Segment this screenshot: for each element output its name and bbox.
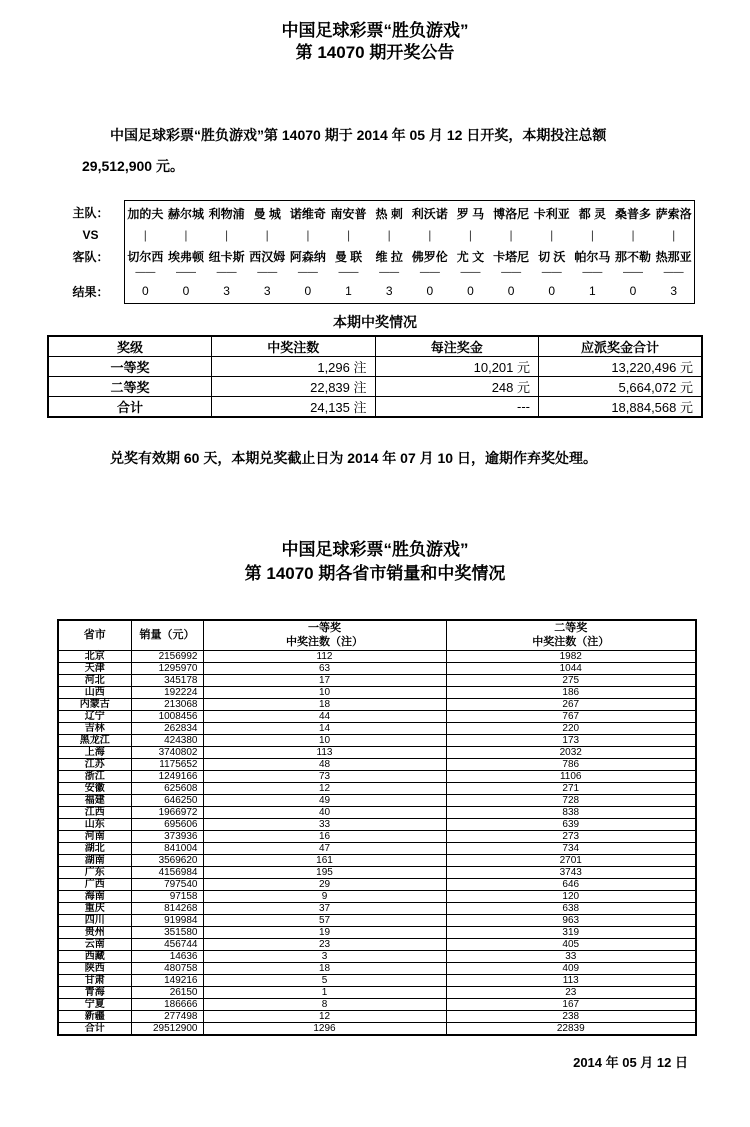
province-name: 重庆 [58, 902, 131, 914]
province-second-prize-count: 120 [446, 890, 696, 902]
province-first-prize-count: 40 [203, 806, 446, 818]
province-name: 吉林 [58, 722, 131, 734]
vs-separator: | [225, 228, 229, 242]
province-second-prize-count: 271 [446, 782, 696, 794]
province-first-prize-count: 113 [203, 746, 446, 758]
province-sales: 1249166 [131, 770, 203, 782]
province-header-second-prize [446, 620, 696, 650]
province-name: 新疆 [58, 1010, 131, 1022]
away-team: 帕尔马 [574, 249, 611, 264]
province-name: 陕西 [58, 962, 131, 974]
province-second-prize-count: 267 [446, 698, 696, 710]
province-second-prize-count: 405 [446, 938, 696, 950]
province-sales: 26150 [131, 986, 203, 998]
province-first-prize-count: 16 [203, 830, 446, 842]
vs-separator: | [184, 228, 188, 242]
province-sales: 345178 [131, 674, 203, 686]
away-row-label: 客队： [72, 249, 109, 264]
away-team: 西汉姆 [249, 249, 286, 264]
province-row [58, 746, 696, 758]
vs-separator: | [550, 228, 554, 242]
dash-separator: —— [297, 267, 318, 278]
province-sales: 1966972 [131, 806, 203, 818]
prize-header-total: 应派奖金合计 [539, 336, 703, 357]
province-second-prize-count: 2701 [446, 854, 696, 866]
province-second-prize-count: 167 [446, 998, 696, 1010]
province-row [58, 890, 696, 902]
prize-count: 24,135 注 [212, 397, 376, 418]
away-team: 维 拉 [375, 249, 403, 264]
province-sales: 213068 [131, 698, 203, 710]
province-first-prize-count: 12 [203, 1010, 446, 1022]
province-sales: 3740802 [131, 746, 203, 758]
home-team: 博洛尼 [493, 206, 530, 221]
province-row [58, 650, 696, 662]
prize-per-bet: --- [375, 397, 539, 418]
prize-table-body [48, 357, 702, 418]
match-result: 3 [223, 284, 230, 298]
province-row [58, 662, 696, 674]
away-team: 热那亚 [655, 249, 692, 264]
province-name: 江苏 [58, 758, 131, 770]
match-results-table [57, 200, 695, 304]
away-team: 佛罗伦 [411, 249, 448, 264]
province-name: 黑龙江 [58, 734, 131, 746]
dash-separators-row [125, 267, 694, 279]
province-name: 福建 [58, 794, 131, 806]
announcement-title-line1: 中国足球彩票“胜负游戏” [281, 21, 469, 40]
province-sales: 625608 [131, 782, 203, 794]
dash-separator: —— [338, 267, 359, 278]
province-second-prize-count: 23 [446, 986, 696, 998]
province-header-first-prize [203, 620, 446, 650]
dash-separator: —— [379, 267, 400, 278]
province-first-prize-count: 18 [203, 962, 446, 974]
province-name: 江西 [58, 806, 131, 818]
province-second-prize-count: 646 [446, 878, 696, 890]
province-sales: 2156992 [131, 650, 203, 662]
province-first-prize-count: 47 [203, 842, 446, 854]
province-row [58, 842, 696, 854]
province-second-prize-count: 186 [446, 686, 696, 698]
province-sales: 149216 [131, 974, 203, 986]
province-second-prize-count: 319 [446, 926, 696, 938]
province-sales: 841004 [131, 842, 203, 854]
prize-total: 5,664,072 元 [539, 377, 703, 397]
province-row [58, 1022, 696, 1035]
province-second-prize-count: 173 [446, 734, 696, 746]
dash-separator: —— [419, 267, 440, 278]
province-header-row [58, 620, 696, 650]
dash-separator: —— [216, 267, 237, 278]
match-table-data [125, 200, 695, 304]
home-team: 都 灵 [578, 206, 607, 221]
province-first-prize-count: 195 [203, 866, 446, 878]
prize-per-bet: 10,201 元 [375, 357, 539, 377]
vs-separator: | [631, 228, 635, 242]
home-team: 赫尔城 [167, 206, 204, 221]
home-team: 罗 马 [456, 206, 485, 221]
prize-section-title: 本期中奖情况 [333, 314, 417, 330]
dash-row-label [57, 267, 124, 279]
prize-count: 1,296 注 [212, 357, 376, 377]
home-team: 热 刺 [375, 206, 403, 221]
home-team: 诺维奇 [289, 206, 326, 221]
province-sales: 919984 [131, 914, 203, 926]
province-second-prize-count: 273 [446, 830, 696, 842]
province-second-prize-count: 238 [446, 1010, 696, 1022]
province-sales: 262834 [131, 722, 203, 734]
province-second-prize-count: 3743 [446, 866, 696, 878]
prize-header-row [48, 336, 702, 357]
intro-line1: 中国足球彩票“胜负游戏”第 14070 期于 2014 年 05 月 12 日开奖，本期投注总额 [110, 127, 607, 143]
dash-separator: —— [501, 267, 522, 278]
province-name: 上海 [58, 746, 131, 758]
prize-header-count: 中奖注数 [212, 336, 376, 357]
province-name: 山东 [58, 818, 131, 830]
province-name: 西藏 [58, 950, 131, 962]
province-row [58, 830, 696, 842]
home-team: 桑普多 [615, 206, 652, 221]
province-section-title-line2: 第 14070 期各省市销量和中奖情况 [244, 564, 506, 583]
home-team: 利沃诺 [411, 206, 448, 221]
province-first-prize-count: 49 [203, 794, 446, 806]
vs-separator: | [509, 228, 513, 242]
away-team: 阿森纳 [289, 249, 326, 264]
province-name: 广东 [58, 866, 131, 878]
away-team: 曼 联 [334, 249, 363, 264]
vs-row-label: VS [82, 228, 99, 242]
province-sales: 1008456 [131, 710, 203, 722]
province-row [58, 962, 696, 974]
province-first-prize-count: 48 [203, 758, 446, 770]
province-row [58, 806, 696, 818]
province-first-prize-count: 1296 [203, 1022, 446, 1035]
prize-header-per: 每注奖金 [375, 336, 539, 357]
footer-date: 2014 年 05 月 12 日 [573, 1054, 688, 1070]
vs-separator: | [672, 228, 676, 242]
province-second-prize-count: 838 [446, 806, 696, 818]
province-name: 河北 [58, 674, 131, 686]
province-sales: 277498 [131, 1010, 203, 1022]
province-header-second-line1: 二等奖 [554, 622, 588, 635]
dash-separator: —— [663, 267, 684, 278]
prize-per-bet: 248 元 [375, 377, 539, 397]
province-first-prize-count: 57 [203, 914, 446, 926]
province-header-second-line2: 中奖注数（注） [532, 636, 610, 649]
province-first-prize-count: 63 [203, 662, 446, 674]
province-name: 湖南 [58, 854, 131, 866]
intro-paragraph [82, 120, 688, 182]
away-team: 卡塔尼 [493, 249, 530, 264]
province-sales: 4156984 [131, 866, 203, 878]
province-first-prize-count: 10 [203, 734, 446, 746]
province-row [58, 950, 696, 962]
match-result: 0 [548, 284, 556, 298]
province-header-sales: 销量（元） [131, 620, 203, 650]
prize-total: 18,884,568 元 [539, 397, 703, 418]
province-row [58, 866, 696, 878]
province-row [58, 770, 696, 782]
province-first-prize-count: 18 [203, 698, 446, 710]
intro-line2: 29,512,900 元。 [82, 158, 184, 174]
prize-level: 一等奖 [48, 357, 212, 377]
home-team: 加的夫 [127, 206, 164, 221]
prize-level: 二等奖 [48, 377, 212, 397]
province-second-prize-count: 409 [446, 962, 696, 974]
province-second-prize-count: 2032 [446, 746, 696, 758]
province-sales: 1175652 [131, 758, 203, 770]
province-second-prize-count: 220 [446, 722, 696, 734]
home-team: 利物浦 [208, 206, 245, 221]
province-name: 宁夏 [58, 998, 131, 1010]
vs-separator: | [346, 228, 351, 242]
province-sales: 14636 [131, 950, 203, 962]
province-table [57, 619, 697, 1036]
dash-separator: —— [257, 267, 278, 278]
match-result: 0 [141, 284, 149, 298]
match-result: 3 [385, 284, 393, 298]
province-name: 四川 [58, 914, 131, 926]
announcement-title-line2: 第 14070 期开奖公告 [295, 43, 455, 62]
province-second-prize-count: 275 [446, 674, 696, 686]
match-table-row-labels [57, 200, 125, 304]
province-sales: 373936 [131, 830, 203, 842]
match-result: 0 [507, 284, 515, 298]
province-first-prize-count: 29 [203, 878, 446, 890]
match-result: 1 [345, 284, 352, 298]
province-section-title [0, 538, 750, 586]
vs-separators-row [125, 225, 694, 245]
vs-separator: | [590, 228, 594, 242]
match-result: 3 [670, 284, 677, 298]
province-second-prize-count: 734 [446, 842, 696, 854]
away-team: 纽卡斯 [208, 249, 245, 264]
province-row [58, 854, 696, 866]
away-teams-row [125, 245, 694, 267]
province-name: 辽宁 [58, 710, 131, 722]
province-second-prize-count: 22839 [446, 1022, 696, 1035]
dash-separator: —— [623, 267, 644, 278]
home-team: 曼 城 [253, 206, 281, 221]
prize-level: 合计 [48, 397, 212, 418]
province-first-prize-count: 12 [203, 782, 446, 794]
province-sales: 424380 [131, 734, 203, 746]
province-first-prize-count: 161 [203, 854, 446, 866]
prize-total: 13,220,496 元 [539, 357, 703, 377]
province-header-first-line1: 一等奖 [308, 622, 341, 635]
province-second-prize-count: 963 [446, 914, 696, 926]
province-name: 浙江 [58, 770, 131, 782]
province-row [58, 878, 696, 890]
dash-separator: —— [541, 267, 562, 278]
province-row [58, 710, 696, 722]
vs-separator: | [306, 228, 310, 242]
prize-table [47, 335, 703, 418]
province-name: 北京 [58, 650, 131, 662]
match-result: 3 [263, 284, 271, 298]
province-header-first-line2: 中奖注数（注） [286, 636, 363, 649]
province-sales: 695606 [131, 818, 203, 830]
home-team: 卡利亚 [533, 206, 570, 221]
province-row [58, 914, 696, 926]
province-first-prize-count: 9 [203, 890, 446, 902]
province-second-prize-count: 639 [446, 818, 696, 830]
province-name: 内蒙古 [58, 698, 131, 710]
province-header-name: 省市 [58, 620, 131, 650]
away-team: 埃弗顿 [167, 249, 204, 264]
province-sales: 29512900 [131, 1022, 203, 1035]
province-name: 合计 [58, 1022, 131, 1035]
announcement-title [0, 0, 750, 64]
province-first-prize-count: 17 [203, 674, 446, 686]
province-name: 山西 [58, 686, 131, 698]
away-team: 那不勒 [615, 249, 652, 264]
away-team: 切尔西 [127, 249, 164, 264]
validity-paragraph: 兑奖有效期 60 天，本期兑奖截止日为 2014 年 07 月 10 日，逾期作弃奖处理。 [110, 450, 597, 466]
match-result: 0 [467, 284, 474, 298]
province-second-prize-count: 767 [446, 710, 696, 722]
away-team: 尤 文 [456, 249, 485, 264]
dash-separator: —— [135, 267, 156, 278]
province-name: 河南 [58, 830, 131, 842]
province-row [58, 734, 696, 746]
province-name: 海南 [58, 890, 131, 902]
home-team: 萨索洛 [655, 206, 692, 221]
province-row [58, 758, 696, 770]
province-second-prize-count: 728 [446, 794, 696, 806]
province-sales: 351580 [131, 926, 203, 938]
province-row [58, 818, 696, 830]
province-row [58, 698, 696, 710]
prize-row [48, 377, 702, 397]
province-name: 广西 [58, 878, 131, 890]
province-row [58, 902, 696, 914]
vs-separator: | [428, 228, 432, 242]
province-sales: 814268 [131, 902, 203, 914]
province-name: 甘肃 [58, 974, 131, 986]
match-result: 0 [304, 284, 312, 298]
match-results-row [125, 279, 694, 303]
prize-row [48, 397, 702, 418]
home-row-label: 主队： [72, 206, 109, 220]
province-first-prize-count: 1 [203, 986, 446, 998]
vs-separator: | [387, 228, 391, 242]
province-row [58, 938, 696, 950]
province-row [58, 926, 696, 938]
province-row [58, 794, 696, 806]
province-sales: 797540 [131, 878, 203, 890]
match-result: 0 [629, 284, 637, 298]
home-team: 南安普 [330, 206, 367, 221]
province-first-prize-count: 73 [203, 770, 446, 782]
province-row [58, 986, 696, 998]
home-teams-row [125, 201, 694, 225]
province-sales: 646250 [131, 794, 203, 806]
dash-separator: —— [175, 267, 196, 278]
match-result: 1 [589, 284, 596, 298]
province-second-prize-count: 786 [446, 758, 696, 770]
province-row [58, 686, 696, 698]
province-name: 安徽 [58, 782, 131, 794]
match-result: 0 [426, 284, 434, 298]
province-name: 青海 [58, 986, 131, 998]
province-name: 贵州 [58, 926, 131, 938]
province-sales: 97158 [131, 890, 203, 902]
province-sales: 1295970 [131, 662, 203, 674]
province-second-prize-count: 33 [446, 950, 696, 962]
province-sales: 3569620 [131, 854, 203, 866]
province-second-prize-count: 638 [446, 902, 696, 914]
province-row [58, 782, 696, 794]
province-section-title-line1: 中国足球彩票“胜负游戏” [281, 540, 469, 559]
province-name: 湖北 [58, 842, 131, 854]
province-second-prize-count: 1106 [446, 770, 696, 782]
province-row [58, 1010, 696, 1022]
dash-separator: —— [460, 267, 481, 278]
prize-row [48, 357, 702, 377]
result-row-label: 结果： [72, 285, 109, 299]
province-sales: 456744 [131, 938, 203, 950]
province-row [58, 722, 696, 734]
province-sales: 480758 [131, 962, 203, 974]
province-row [58, 998, 696, 1010]
province-first-prize-count: 14 [203, 722, 446, 734]
province-sales: 192224 [131, 686, 203, 698]
prize-count: 22,839 注 [212, 377, 376, 397]
province-row [58, 974, 696, 986]
province-name: 云南 [58, 938, 131, 950]
prize-header-level: 奖级 [48, 336, 212, 357]
province-table-body [58, 650, 696, 1035]
province-first-prize-count: 44 [203, 710, 446, 722]
province-sales: 186666 [131, 998, 203, 1010]
province-first-prize-count: 3 [203, 950, 446, 962]
province-row [58, 674, 696, 686]
province-first-prize-count: 33 [203, 818, 446, 830]
province-first-prize-count: 112 [203, 650, 446, 662]
province-first-prize-count: 19 [203, 926, 446, 938]
province-second-prize-count: 113 [446, 974, 696, 986]
match-result: 0 [182, 284, 190, 298]
vs-separator: | [143, 228, 147, 242]
province-first-prize-count: 5 [203, 974, 446, 986]
vs-separator: | [468, 228, 473, 242]
province-second-prize-count: 1982 [446, 650, 696, 662]
dash-separator: —— [582, 267, 603, 278]
province-name: 天津 [58, 662, 131, 674]
province-first-prize-count: 37 [203, 902, 446, 914]
vs-separator: | [265, 228, 269, 242]
province-first-prize-count: 23 [203, 938, 446, 950]
province-second-prize-count: 1044 [446, 662, 696, 674]
province-first-prize-count: 10 [203, 686, 446, 698]
province-first-prize-count: 8 [203, 998, 446, 1010]
away-team: 切 沃 [538, 249, 566, 264]
